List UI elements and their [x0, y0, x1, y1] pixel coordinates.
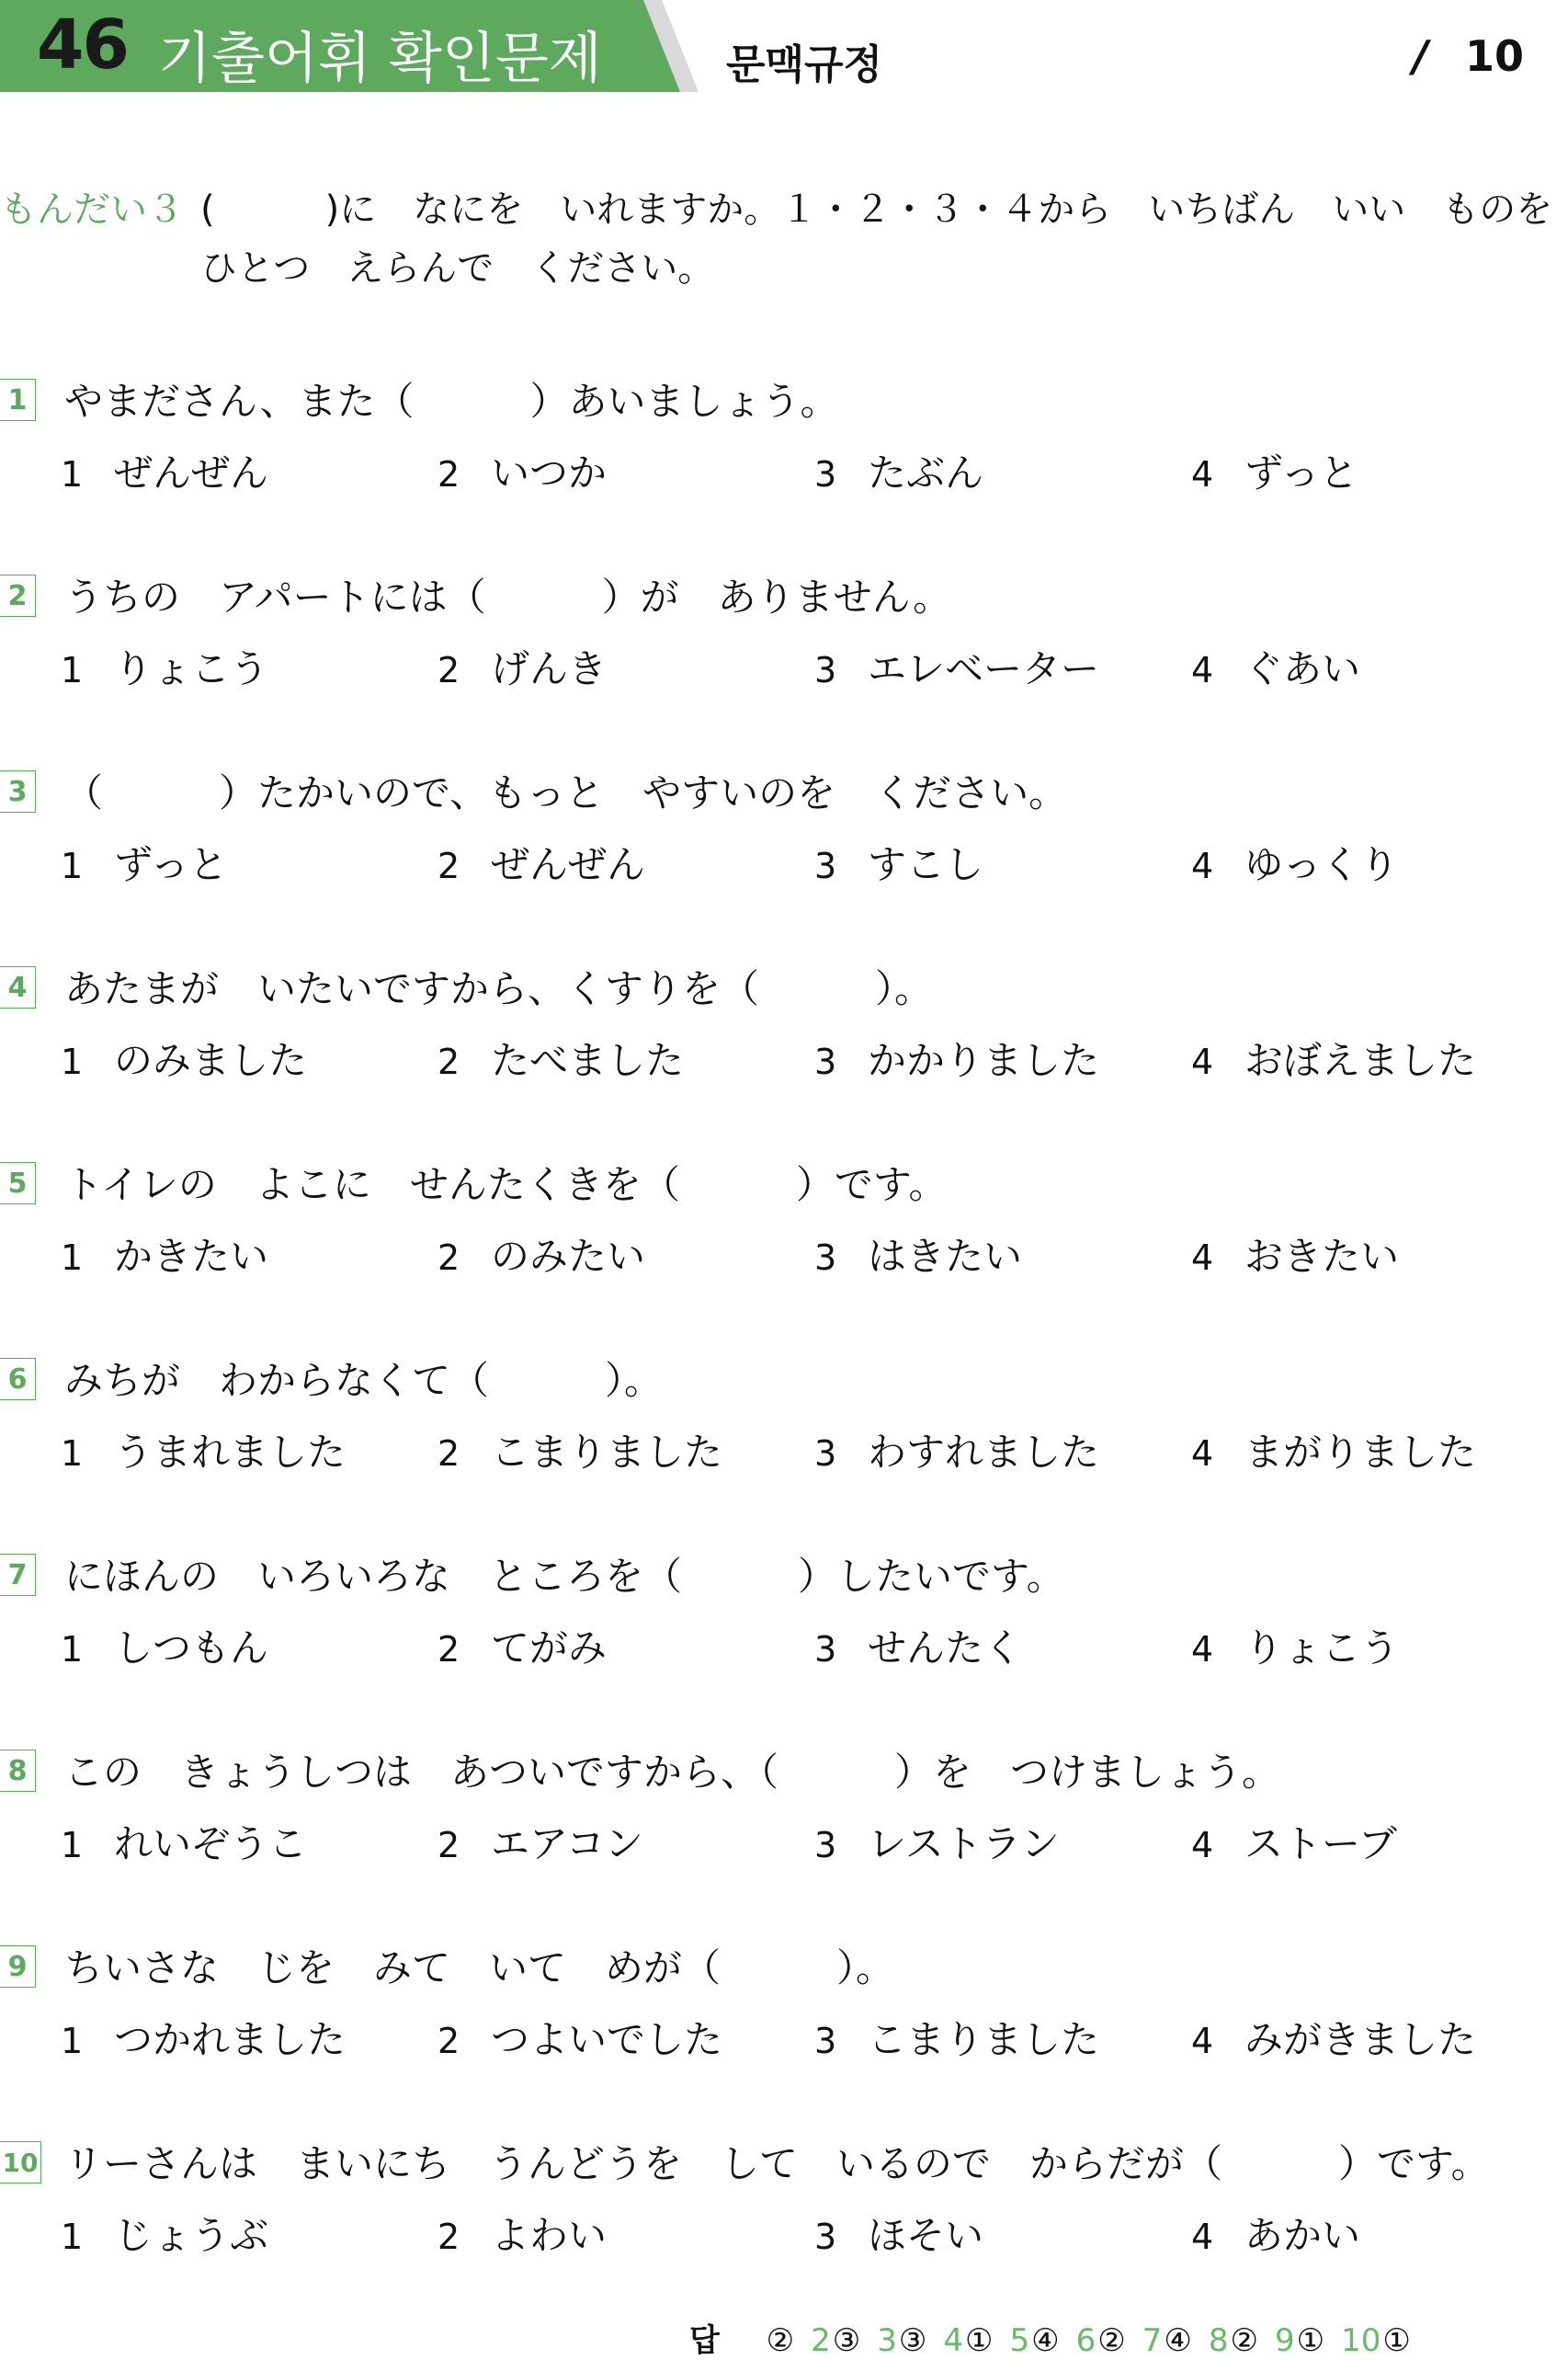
answer-key-item [811, 2322, 860, 2359]
answer-items [767, 2322, 1427, 2359]
option-text: レストラン [868, 1821, 1060, 1866]
option-text: つかれました [114, 2017, 347, 2062]
option-text: ぐあい [1244, 646, 1361, 691]
answer-option[interactable] [61, 2010, 346, 2065]
instruction-line-1: ( )に なにを いれますか。１・２・３・４から いちばん いい ものを [200, 188, 1553, 231]
answer-option[interactable] [1191, 2206, 1360, 2261]
answer-option[interactable] [437, 639, 607, 694]
question-text: あたまが いたいですから、くすりを（ ）。 [64, 966, 934, 1011]
option-text: いつか [491, 450, 608, 496]
option-text: うまれました [114, 1430, 347, 1475]
question-item [0, 1546, 1568, 1730]
answer-key-item [1209, 2322, 1258, 2359]
answer-option[interactable] [61, 1422, 346, 1477]
answer-key-value: ① [1296, 2322, 1325, 2359]
option-text: つよいでした [491, 2017, 723, 2062]
question-item [0, 1938, 1568, 2122]
answer-option[interactable] [1191, 1031, 1476, 1086]
answer-key-item [1341, 2322, 1411, 2359]
answer-key-item [1142, 2322, 1192, 2359]
question-item [0, 959, 1568, 1143]
option-number: 4 [1191, 1237, 1214, 1278]
answer-option[interactable] [61, 1618, 268, 1673]
question-item [0, 1351, 1568, 1534]
instruction-line-2: ひとつ えらんで ください。 [200, 247, 715, 290]
answer-key-number: 10 [1341, 2322, 1381, 2359]
option-text: こまりました [868, 2017, 1100, 2062]
option-number: 3 [814, 846, 837, 886]
answer-options [61, 1226, 1531, 1278]
option-number: 2 [437, 454, 460, 495]
option-number: 4 [1191, 2021, 1214, 2061]
option-number: 2 [437, 2217, 460, 2257]
option-number: 4 [1191, 650, 1214, 690]
answer-key-item [1076, 2322, 1126, 2359]
answer-key-number: 5 [1009, 2322, 1030, 2359]
answer-option[interactable] [1191, 1814, 1397, 1869]
answer-option[interactable] [1191, 443, 1358, 498]
option-number: 2 [437, 1825, 460, 1865]
question-text: にほんの いろいろな ところを（ ）したいです。 [64, 1554, 1065, 1599]
answer-key-item [877, 2322, 926, 2359]
answer-key-item [943, 2322, 993, 2359]
answer-option[interactable] [61, 835, 227, 890]
option-text: げんき [491, 646, 608, 691]
question-number: 4 [0, 966, 36, 1009]
question-text: うちの アパートには（ ）が ありません。 [64, 575, 952, 620]
option-text: ずっと [114, 842, 228, 887]
answer-key-number: 4 [943, 2322, 964, 2359]
answer-key [689, 2315, 1427, 2359]
answer-key-number: 6 [1075, 2322, 1096, 2359]
option-number: 3 [814, 2217, 837, 2257]
option-text: のみました [114, 1038, 308, 1083]
answer-key-number: 9 [1275, 2322, 1295, 2359]
answer-option[interactable] [437, 1422, 722, 1477]
score-slash: / [1413, 31, 1428, 81]
answer-options [61, 2206, 1531, 2257]
answer-options [61, 443, 1531, 495]
option-text: こまりました [491, 1430, 723, 1475]
option-number: 3 [814, 1825, 837, 1865]
answer-option[interactable] [437, 2010, 722, 2065]
option-text: はきたい [868, 1234, 1023, 1279]
option-number: 2 [437, 1237, 460, 1278]
answer-options [61, 1422, 1531, 1474]
question-text: リーさんは まいにち うんどうを して いるので からだが（ ）です。 [64, 2141, 1490, 2186]
option-number: 4 [1191, 1825, 1214, 1865]
answer-key-value: ② [1230, 2322, 1259, 2359]
score-total: 10 [1464, 31, 1524, 81]
answer-key-value: ③ [832, 2322, 861, 2359]
question-item [0, 371, 1568, 555]
section-label: 문맥규정 [726, 41, 883, 88]
answer-option[interactable] [437, 835, 645, 890]
option-text: たべました [491, 1038, 685, 1083]
question-number: 9 [0, 1945, 36, 1988]
answer-key-value: ① [965, 2322, 994, 2359]
option-text: のみたい [491, 1234, 646, 1279]
lesson-number: 46 [37, 6, 128, 85]
question-number: 5 [0, 1162, 36, 1204]
answer-option[interactable] [1191, 1226, 1399, 1282]
option-number: 4 [1191, 1042, 1214, 1082]
option-number: 1 [61, 650, 84, 690]
answer-option[interactable] [814, 835, 983, 890]
option-number: 4 [1191, 454, 1214, 495]
answer-key-value: ① [1382, 2322, 1411, 2359]
answer-options [61, 1618, 1531, 1670]
option-number: 2 [437, 1629, 460, 1670]
option-text: よわい [491, 2213, 608, 2258]
answer-option[interactable] [61, 1814, 307, 1869]
option-text: ぜんぜん [114, 450, 269, 496]
answer-key-value: ③ [898, 2322, 927, 2359]
option-number: 4 [1191, 1629, 1214, 1670]
option-text: せんたく [868, 1625, 1023, 1670]
question-text: みちが わからなくて（ ）。 [64, 1358, 664, 1403]
option-number: 3 [814, 1433, 837, 1474]
option-text: かきたい [114, 1234, 269, 1279]
option-text: わすれました [868, 1430, 1100, 1475]
option-number: 3 [814, 1629, 837, 1670]
option-text: おきたい [1244, 1234, 1400, 1279]
option-number: 4 [1191, 2217, 1214, 2257]
option-number: 1 [61, 2021, 84, 2061]
answer-key-value: ④ [1031, 2322, 1060, 2359]
option-text: すこし [868, 842, 984, 887]
answer-option[interactable] [437, 1814, 643, 1869]
answer-option[interactable] [437, 2206, 607, 2261]
option-text: まがりました [1244, 1430, 1477, 1475]
option-number: 1 [61, 1825, 84, 1865]
question-number: 3 [0, 770, 36, 813]
option-text: りょこう [114, 646, 269, 691]
option-text: たぶん [868, 450, 984, 496]
option-number: 1 [61, 2217, 84, 2257]
answer-option[interactable] [814, 1226, 1022, 1282]
lesson-title: 기출어휘 확인문제 [158, 27, 602, 91]
answer-key-value: ② [1097, 2322, 1126, 2359]
question-number: 2 [0, 575, 36, 617]
option-text: あかい [1244, 2213, 1361, 2258]
answer-option[interactable] [814, 1814, 1060, 1869]
option-number: 3 [814, 650, 837, 690]
option-text: エアコン [491, 1821, 643, 1866]
answer-option[interactable] [1191, 1422, 1476, 1477]
option-text: ゆっくり [1244, 842, 1399, 887]
answer-option[interactable] [61, 1226, 268, 1282]
question-item [0, 2134, 1568, 2318]
option-number: 4 [1191, 1433, 1214, 1474]
option-number: 2 [437, 846, 460, 886]
question-number: 1 [0, 379, 36, 421]
question-text: ちいさな じを みて いて めが（ ）。 [64, 1945, 895, 1990]
answer-option[interactable] [814, 1618, 1022, 1673]
answer-option[interactable] [814, 2206, 983, 2261]
answer-option[interactable] [814, 2010, 1099, 2065]
answer-option[interactable] [61, 1031, 307, 1086]
option-text: てがみ [491, 1625, 608, 1670]
answer-options [61, 1031, 1531, 1082]
answer-options [61, 639, 1531, 690]
question-item [0, 1155, 1568, 1339]
option-text: エレベーター [868, 646, 1100, 691]
option-number: 1 [61, 1629, 84, 1670]
answer-option[interactable] [1191, 835, 1399, 890]
option-number: 1 [61, 846, 84, 886]
answer-key-number: 8 [1208, 2322, 1229, 2359]
answer-option[interactable] [814, 1031, 1099, 1086]
option-text: れいぞうこ [114, 1821, 308, 1866]
answer-key-item [1010, 2322, 1060, 2359]
answer-key-number: 7 [1142, 2322, 1163, 2359]
question-text: やまださん、また（ ）あいましょう。 [64, 379, 839, 424]
answer-key-value: ④ [1164, 2322, 1192, 2359]
option-number: 2 [437, 1433, 460, 1474]
question-number: 10 [0, 2141, 41, 2183]
answer-option[interactable] [61, 639, 268, 694]
option-number: 3 [814, 2021, 837, 2061]
mondai-label: もんだい３ [0, 188, 184, 231]
answer-key-value: ② [766, 2322, 795, 2359]
option-text: じょうぶ [114, 2213, 269, 2258]
question-number: 8 [0, 1750, 36, 1792]
answer-options [61, 2010, 1531, 2061]
option-number: 2 [437, 2021, 460, 2061]
answer-key-label: 답 [689, 2322, 720, 2359]
answer-key-number: 2 [811, 2322, 831, 2359]
option-text: ほそい [868, 2213, 984, 2258]
answer-option[interactable] [437, 443, 607, 498]
answer-option[interactable] [61, 443, 268, 498]
option-text: りょこう [1244, 1625, 1400, 1670]
option-number: 1 [61, 454, 84, 495]
option-text: おぼえました [1244, 1038, 1477, 1083]
question-item [0, 567, 1568, 751]
answer-option[interactable] [814, 1422, 1099, 1477]
answer-key-number: 3 [877, 2322, 897, 2359]
answer-option[interactable] [1191, 2010, 1476, 2065]
question-text: （ ）たかいので、もっと やすいのを ください。 [64, 770, 1068, 815]
option-number: 1 [61, 1042, 84, 1082]
answer-options [61, 835, 1531, 886]
question-item [0, 1742, 1568, 1926]
option-number: 3 [814, 1237, 837, 1278]
option-number: 3 [814, 454, 837, 495]
option-text: しつもん [114, 1625, 269, 1670]
option-text: かかりました [868, 1038, 1100, 1083]
option-number: 2 [437, 650, 460, 690]
page-header [0, 0, 1568, 92]
score-box [1413, 31, 1524, 81]
answer-options [61, 1814, 1531, 1865]
option-number: 1 [61, 1237, 84, 1278]
question-item [0, 763, 1568, 947]
answer-option[interactable] [814, 639, 1099, 694]
answer-option[interactable] [437, 1226, 645, 1282]
option-text: ぜんぜん [491, 842, 646, 887]
answer-option[interactable] [1191, 639, 1360, 694]
option-text: ずっと [1244, 450, 1358, 496]
answer-option[interactable] [61, 2206, 268, 2261]
answer-option[interactable] [437, 1618, 607, 1673]
question-number: 7 [0, 1554, 36, 1596]
option-number: 1 [61, 1433, 84, 1474]
option-text: ストーブ [1244, 1821, 1397, 1866]
option-number: 3 [814, 1042, 837, 1082]
question-text: この きょうしつは あついですから、（ ）を つけましょう。 [64, 1750, 1281, 1795]
answer-option[interactable] [437, 1031, 684, 1086]
answer-key-item [767, 2322, 794, 2359]
answer-option[interactable] [1191, 1618, 1399, 1673]
question-number: 6 [0, 1358, 36, 1400]
option-number: 4 [1191, 846, 1214, 886]
answer-key-item [1275, 2322, 1324, 2359]
option-number: 2 [437, 1042, 460, 1082]
answer-option[interactable] [814, 443, 983, 498]
option-text: みがきました [1244, 2017, 1477, 2062]
question-text: トイレの よこに せんたくきを（ ）です。 [64, 1162, 948, 1207]
